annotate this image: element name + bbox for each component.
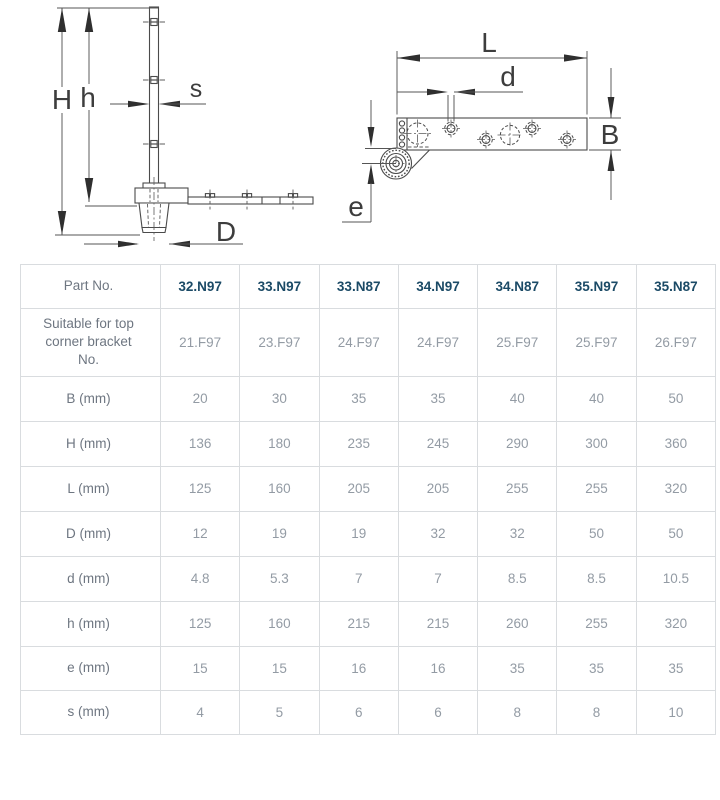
value-cell: 180 <box>240 421 319 466</box>
dim-label-L: L <box>481 27 497 58</box>
value-cell: 25.F97 <box>557 309 636 377</box>
dim-label-d: d <box>500 61 516 92</box>
value-cell: 32 <box>478 511 557 556</box>
dim-label-H: H <box>51 84 73 115</box>
value-cell: 32 <box>398 511 477 556</box>
value-cell: 8.5 <box>557 556 636 601</box>
row-label: Suitable for top corner bracket No. <box>21 309 161 377</box>
dim-label-D: D <box>215 216 237 247</box>
value-cell: 255 <box>557 466 636 511</box>
value-cell: 320 <box>636 466 715 511</box>
value-cell: 6 <box>398 690 477 734</box>
value-cell: 255 <box>478 466 557 511</box>
value-cell: 4.8 <box>161 556 240 601</box>
value-cell: 8.5 <box>478 556 557 601</box>
value-cell: 10 <box>636 690 715 734</box>
value-cell: 160 <box>240 466 319 511</box>
value-cell: 40 <box>478 376 557 421</box>
value-cell: 360 <box>636 421 715 466</box>
row-label: H (mm) <box>21 421 161 466</box>
value-cell: 35 <box>557 646 636 690</box>
value-cell: 300 <box>557 421 636 466</box>
clamp-block <box>135 183 188 203</box>
dim-label-s: s <box>189 75 203 103</box>
dimension-d <box>397 61 523 122</box>
part-no-cell: 35.N97 <box>557 265 636 309</box>
part-no-cell: 33.N87 <box>319 265 398 309</box>
row-label: e (mm) <box>21 646 161 690</box>
table-row-bracket <box>21 309 716 377</box>
value-cell: 21.F97 <box>161 309 240 377</box>
dim-label-e: e <box>348 191 364 222</box>
value-cell: 19 <box>319 511 398 556</box>
value-cell: 16 <box>398 646 477 690</box>
value-cell: 15 <box>240 646 319 690</box>
value-cell: 50 <box>636 376 715 421</box>
vertical-rod <box>143 7 165 188</box>
value-cell: 205 <box>398 466 477 511</box>
table-row-h <box>21 601 716 646</box>
value-cell: 10.5 <box>636 556 715 601</box>
value-cell: 205 <box>319 466 398 511</box>
row-label: d (mm) <box>21 556 161 601</box>
value-cell: 23.F97 <box>240 309 319 377</box>
value-cell: 15 <box>161 646 240 690</box>
value-cell: 50 <box>636 511 715 556</box>
value-cell: 24.F97 <box>319 309 398 377</box>
table-row-H <box>21 421 716 466</box>
table-row-s <box>21 690 716 734</box>
row-label: h (mm) <box>21 601 161 646</box>
value-cell: 215 <box>398 601 477 646</box>
value-cell: 235 <box>319 421 398 466</box>
row-label: L (mm) <box>21 466 161 511</box>
value-cell: 8 <box>557 690 636 734</box>
value-cell: 6 <box>319 690 398 734</box>
dimension-B <box>589 68 621 200</box>
front-view <box>52 7 313 247</box>
value-cell: 5 <box>240 690 319 734</box>
row-label: s (mm) <box>21 690 161 734</box>
mounting-arm <box>188 190 313 210</box>
row-label: Part No. <box>21 265 161 309</box>
value-cell: 8 <box>478 690 557 734</box>
table-row-e <box>21 646 716 690</box>
value-cell: 7 <box>319 556 398 601</box>
row-label: D (mm) <box>21 511 161 556</box>
value-cell: 255 <box>557 601 636 646</box>
value-cell: 40 <box>557 376 636 421</box>
top-view <box>342 27 621 222</box>
value-cell: 35 <box>478 646 557 690</box>
value-cell: 20 <box>161 376 240 421</box>
value-cell: 290 <box>478 421 557 466</box>
dim-label-h: h <box>80 82 96 113</box>
part-no-cell: 33.N97 <box>240 265 319 309</box>
table-row-d <box>21 556 716 601</box>
value-cell: 26.F97 <box>636 309 715 377</box>
value-cell: 320 <box>636 601 715 646</box>
value-cell: 50 <box>557 511 636 556</box>
part-no-cell: 34.N87 <box>478 265 557 309</box>
value-cell: 5.3 <box>240 556 319 601</box>
value-cell: 12 <box>161 511 240 556</box>
value-cell: 19 <box>240 511 319 556</box>
value-cell: 215 <box>319 601 398 646</box>
arm-plate <box>397 118 587 169</box>
dimensions-table <box>20 264 716 735</box>
value-cell: 260 <box>478 601 557 646</box>
value-cell: 16 <box>319 646 398 690</box>
value-cell: 35 <box>398 376 477 421</box>
row-label: B (mm) <box>21 376 161 421</box>
value-cell: 245 <box>398 421 477 466</box>
value-cell: 4 <box>161 690 240 734</box>
part-no-cell: 32.N97 <box>161 265 240 309</box>
table-row-D <box>21 511 716 556</box>
value-cell: 35 <box>319 376 398 421</box>
part-no-cell: 34.N97 <box>398 265 477 309</box>
dim-label-B: B <box>600 119 620 150</box>
value-cell: 136 <box>161 421 240 466</box>
table-row-L <box>21 466 716 511</box>
value-cell: 35 <box>636 646 715 690</box>
technical-drawing <box>0 0 720 262</box>
value-cell: 25.F97 <box>478 309 557 377</box>
value-cell: 30 <box>240 376 319 421</box>
table-row-part-no <box>21 265 716 309</box>
part-no-cell: 35.N87 <box>636 265 715 309</box>
value-cell: 125 <box>161 466 240 511</box>
value-cell: 24.F97 <box>398 309 477 377</box>
value-cell: 160 <box>240 601 319 646</box>
dimension-L <box>397 27 587 115</box>
value-cell: 125 <box>161 601 240 646</box>
value-cell: 7 <box>398 556 477 601</box>
table-row-B <box>21 376 716 421</box>
